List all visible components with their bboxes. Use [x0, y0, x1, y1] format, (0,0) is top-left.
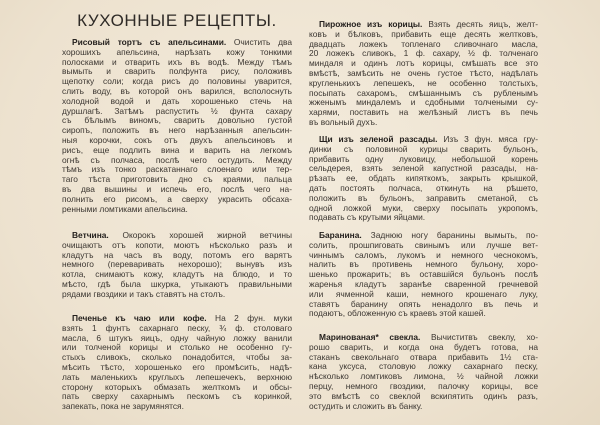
- recipe-line: [62, 392, 292, 402]
- recipe-text: лать маленькихъ круглыхъ лепешечекъ, верхнюю: [62, 372, 292, 382]
- recipe-line: [62, 280, 292, 290]
- recipe-title: Ветчина.: [72, 231, 109, 240]
- recipe-line: [62, 314, 292, 324]
- recipe-text: Очистить два: [233, 38, 292, 47]
- recipe-text: ставятъ баранину опять ненадолго въ печь и: [309, 299, 538, 309]
- recipe-text: Окорокъ хорошей жирной ветчины: [122, 231, 292, 240]
- recipe-text: остудить и сложить въ банку.: [309, 401, 423, 411]
- recipe-text: немного (переваривать нехорошо); вынувъ изъ: [62, 260, 292, 270]
- recipe-line: [309, 30, 538, 40]
- recipe-line: [62, 373, 292, 383]
- recipe-line: [309, 204, 538, 214]
- recipe-line: [62, 353, 292, 363]
- recipe-text: рошо сварить, и когда она будетъ готова, на: [309, 342, 538, 352]
- recipe-line: [309, 362, 538, 372]
- recipe-line: [309, 372, 538, 382]
- recipe-line: [62, 87, 292, 97]
- recipe-line: [62, 363, 292, 373]
- recipe-text: жженымъ миндалемъ и сдобными толчеными су-: [309, 98, 538, 108]
- recipe-title: Рисовый тортъ съ апельсинами.: [72, 38, 227, 47]
- recipe-text: ренными ломтиками апельсина.: [62, 204, 188, 214]
- recipe-text: харями, поставить на желѣзный листъ въ печь: [309, 108, 538, 118]
- recipe-text: взять 1 фунтъ сахарнаго песку, ¾ ф. столоваго: [62, 323, 292, 333]
- recipe-line: [309, 145, 538, 155]
- recipe-line: [309, 118, 538, 128]
- recipe-text: дать постоять полчаса, откинуть на рѣшето,: [309, 183, 538, 193]
- recipe-line: [309, 108, 538, 118]
- recipe-text: сиропъ, положить въ него нарѣзанныя апельсин-: [62, 126, 292, 136]
- recipe-text: въ два вышины и испечь его, послѣ чего на-: [62, 184, 292, 194]
- recipe-line: [62, 77, 292, 87]
- recipe-line: [309, 155, 538, 165]
- recipe-mutton: [309, 231, 538, 319]
- recipe-line: [62, 402, 292, 412]
- recipe-line: [62, 97, 292, 107]
- recipe-text: холодной водой и дать хорошенько стечь на: [62, 96, 292, 106]
- recipe-line: [62, 241, 292, 251]
- recipe-line: [309, 290, 538, 300]
- recipe-line: [309, 20, 538, 30]
- recipe-line: [309, 79, 538, 89]
- recipe-text: Изъ 3 фун. мяса гру-: [443, 135, 538, 144]
- recipe-text: динки съ половиной курицы сварить бульонъ,: [309, 144, 538, 154]
- recipe-text: тѣмъ изъ тонко раскатаннаго слоенаго или тер-: [62, 165, 292, 175]
- recipe-text: или толченой корицы и столько не особенно гу-: [62, 343, 292, 353]
- recipe-line: [309, 231, 538, 241]
- recipe-line: [62, 195, 292, 205]
- recipe-title: Маринованая* свекла.: [319, 333, 421, 342]
- recipe-line: [62, 136, 292, 146]
- recipe-title: Пирожное изъ корицы.: [319, 20, 423, 29]
- recipe-line: [62, 156, 292, 166]
- recipe-cinnamon-pastry: [309, 20, 538, 128]
- recipe-text: жаренья кладутъ заранѣе сваренной гречневой: [309, 279, 538, 289]
- recipe-text: одной ложкой муки, сверху посыпать укропомъ,: [309, 203, 538, 213]
- recipe-text: таго тѣста приготовить дно съ краями, пальца: [62, 175, 292, 185]
- recipe-line: [62, 175, 292, 185]
- recipe-line: [309, 382, 538, 392]
- recipe-text: посыпать сахаромъ, смѣшаннымъ съ рубленымъ: [309, 88, 538, 98]
- recipe-line: [62, 107, 292, 117]
- recipe-line: [309, 260, 538, 270]
- recipe-text: положить въ бульонъ, заправить сметаной, съ: [309, 193, 538, 203]
- recipe-line: [62, 165, 292, 175]
- recipe-text: хорошихъ апельсина, нарѣзать кожу тонкими: [62, 47, 292, 57]
- recipe-line: [309, 194, 538, 204]
- recipe-text: миндаля и одинъ лотъ корицы, смѣшать все это: [309, 59, 538, 69]
- recipe-text: кругленькихъ лепешекъ, не особенно толстыхъ,: [309, 78, 538, 88]
- recipe-line: [309, 251, 538, 261]
- recipe-text: рядами гвоздики и такъ ставятъ на столъ.: [62, 289, 226, 299]
- recipe-text: мѣсить тѣсто, хорошенько его промѣсить, надѣ-: [62, 362, 292, 372]
- recipe-rice-cake: [62, 38, 292, 214]
- recipe-text: ковъ и бѣлковъ, прибавить еще десять желтковъ,: [309, 29, 538, 39]
- recipe-line: [62, 126, 292, 136]
- recipe-text: чиннымъ саломъ, лукомъ и немного чеснокомъ,: [309, 250, 538, 260]
- recipe-text: На 2 фун. муки: [215, 314, 292, 323]
- page-title: КУХОННЫЕ РЕЦЕПТЫ.: [77, 11, 277, 30]
- recipe-text: запекать, пока не зарумянятся.: [62, 402, 184, 412]
- recipe-text: съ бѣлымъ виномъ, сварить довольно густой: [62, 116, 292, 126]
- recipe-line: [309, 213, 538, 223]
- recipe-text: кана уксуса, столовую ложку сахарнаго песку,: [309, 362, 538, 372]
- recipe-text: подаютъ, обложенную съ краевъ этой кашей.: [309, 309, 486, 319]
- recipe-text: солить, прошпиговать свинымъ или лучше вет-: [309, 240, 538, 250]
- recipe-line: [62, 67, 292, 77]
- recipe-line: [309, 59, 538, 69]
- recipe-line: [309, 69, 538, 79]
- recipe-text: прибавить одну луковицу, небольшой корень: [309, 154, 538, 164]
- recipe-line: [309, 174, 538, 184]
- recipe-text: сторону которыхъ обмазать желткомъ и обсы-: [62, 382, 292, 392]
- recipe-line: [309, 353, 538, 363]
- recipe-line: [62, 231, 292, 241]
- recipe-line: [309, 392, 538, 402]
- recipe-line: [309, 300, 538, 310]
- recipe-line: [309, 184, 538, 194]
- recipe-line: [62, 334, 292, 344]
- recipe-line: [62, 58, 292, 68]
- recipe-text: кладутъ на часъ въ воду, потомъ его варятъ: [62, 250, 292, 260]
- recipe-line: [62, 383, 292, 393]
- recipe-text: вмѣстѣ, замѣсить не очень густое тѣсто, надѣлать: [309, 68, 538, 78]
- recipe-text: дуршлагѣ. Затѣмъ распустить ½ фунта сахару: [62, 106, 292, 116]
- recipe-line: [62, 290, 292, 300]
- recipe-text: ныя корочки, сокъ отъ двухъ апельсиновъ и: [62, 135, 292, 145]
- recipe-line: [309, 49, 538, 59]
- recipe-line: [309, 241, 538, 251]
- recipe-text: рѣзать ее, обдать кипяткомъ, закрыть крышкой,: [309, 174, 538, 184]
- recipe-title: Щи изъ зеленой разсады.: [319, 135, 438, 144]
- recipe-line: [309, 270, 538, 280]
- recipe-green-cabbage-soup: [309, 135, 538, 223]
- recipe-text: масла, 6 штукъ яицъ, одну чайную ложку ванили: [62, 333, 292, 343]
- recipe-line: [309, 135, 538, 145]
- recipe-line: [62, 38, 292, 48]
- recipe-line: [309, 343, 538, 353]
- recipe-text: полосками и отварить ихъ въ водѣ. Между тѣмъ: [62, 57, 292, 67]
- recipe-line: [62, 251, 292, 261]
- recipe-line: [309, 309, 538, 319]
- recipe-line: [309, 164, 538, 174]
- recipe-line: [309, 89, 538, 99]
- recipe-text: очищаютъ отъ копоти, моютъ нѣсколько разъ и: [62, 240, 292, 250]
- recipe-line: [62, 260, 292, 270]
- recipe-title: Печенье къ чаю или кофе.: [72, 314, 207, 323]
- recipe-text: Взять десять яицъ, желт-: [428, 20, 538, 29]
- recipe-text: налить въ противень немного бульону, хоро-: [309, 260, 538, 270]
- recipe-text: Заднюю ногу баранины вымыть, по-: [370, 231, 538, 240]
- recipe-text: полнить его рисомъ, а сверху украсить обсаха-: [62, 194, 292, 204]
- recipe-text: слить воду, въ которой онъ варился, всполоснуть: [62, 86, 292, 96]
- recipe-text: стаканъ свекольнаго отвара прибавить 1½ ста-: [309, 352, 538, 362]
- recipe-text: подавать съ крутыми яйцами.: [309, 213, 426, 223]
- recipe-text: въ вольный духъ.: [309, 117, 378, 127]
- recipe-line: [62, 270, 292, 280]
- recipe-line: [62, 116, 292, 126]
- recipe-text: сельдерея, взять зеленой капустной разсады, на-: [309, 164, 538, 174]
- recipe-text: пать сверху сахарнымъ пескомъ съ коринкой,: [62, 392, 292, 402]
- recipe-text: перцу, немного гвоздики, палочку корицы, все: [309, 381, 538, 391]
- recipe-title: Баранина.: [319, 231, 362, 240]
- recipe-line: [309, 333, 538, 343]
- recipe-line: [309, 280, 538, 290]
- recipe-pickled-beets: [309, 333, 538, 411]
- recipe-text: рисъ, еще подлить вина и варить на легкомъ: [62, 145, 292, 155]
- recipe-text: двадцать ложекъ топленаго сливочнаго масла,: [309, 39, 538, 49]
- recipe-line: [309, 40, 538, 50]
- recipe-text: огнѣ съ полчаса, послѣ чего остудить. Между: [62, 155, 292, 165]
- recipe-line: [62, 48, 292, 58]
- recipe-line: [309, 98, 538, 108]
- recipe-text: это вмѣстѣ со свеклой вскипятить одинъ разъ,: [309, 391, 538, 401]
- recipe-text: стыхъ сливокъ, сколько понадобится, чтобы за-: [62, 353, 292, 363]
- recipe-text: щепотку соли; когда рисъ до половины уварится,: [62, 77, 292, 87]
- recipe-text: 20 ложекъ сливокъ, 1 ф. сахару, ½ ф. толченаго: [309, 49, 538, 59]
- recipe-text: котла, снимаютъ кожу, кладутъ на блюдо, и то: [62, 270, 292, 280]
- recipe-text: нѣсколько ломтиковъ лимона, ½ чайной ложки: [309, 372, 538, 382]
- recipe-line: [62, 146, 292, 156]
- recipe-line: [62, 205, 292, 215]
- recipe-line: [62, 343, 292, 353]
- recipe-line: [62, 185, 292, 195]
- recipe-line: [309, 402, 538, 412]
- recipe-text: мѣсто, гдѣ была шкурка, утыкаютъ правильными: [62, 279, 292, 289]
- recipe-text: вымыть и сварить полфунта рису, положивъ: [62, 67, 292, 77]
- recipe-text: шенько прожарить; въ оставшійся бульонъ послѣ: [309, 270, 538, 280]
- recipe-tea-biscuits: [62, 314, 292, 412]
- recipe-text: Вычиститвъ свеклу, хо-: [431, 333, 538, 342]
- recipe-ham: [62, 231, 292, 300]
- recipe-text: или ячменной каши, немного крошенаго луку,: [309, 289, 538, 299]
- recipe-line: [62, 324, 292, 334]
